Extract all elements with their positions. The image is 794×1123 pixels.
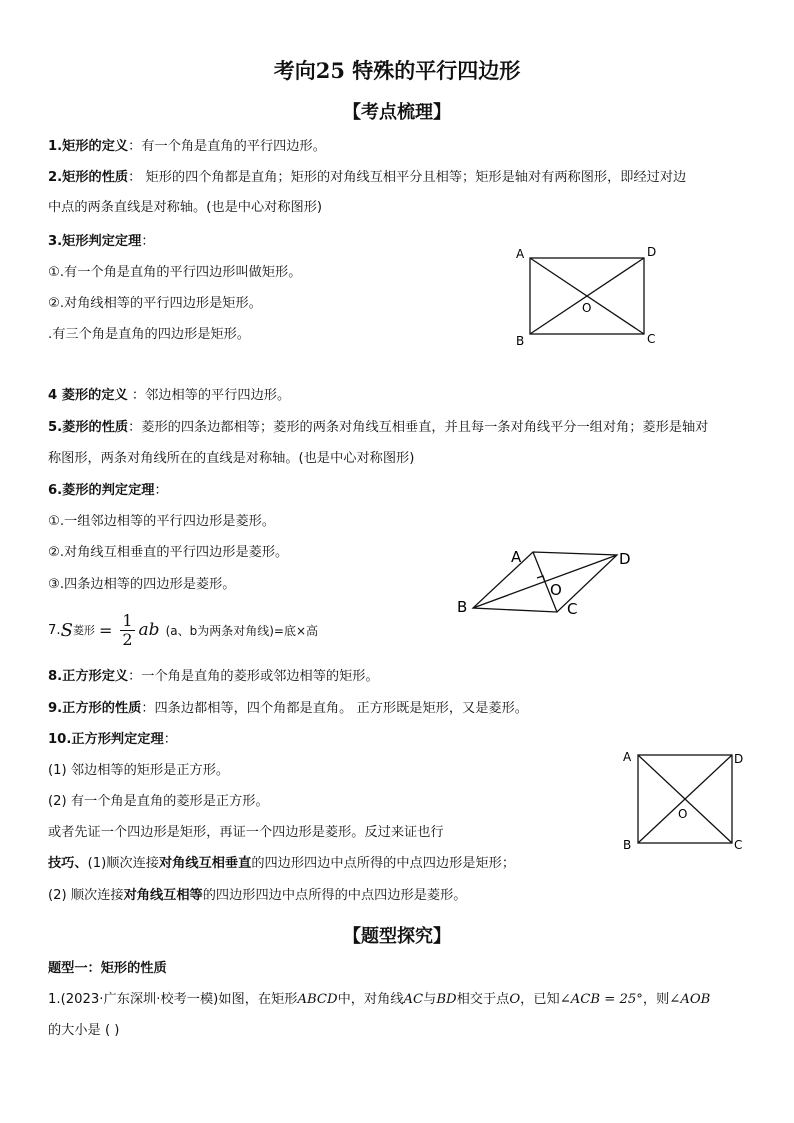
- rect-label-d: D: [647, 245, 657, 259]
- item-10: [48, 730, 177, 750]
- tip-1-a: (1)顺次连接: [87, 856, 159, 871]
- rect-label-b: B: [516, 334, 525, 348]
- item-10-label: 10.正方形判定定理: [48, 732, 164, 747]
- rhombus-label-o: O: [550, 581, 562, 599]
- item-2: [48, 168, 686, 188]
- formula-numerator: 1: [122, 610, 133, 630]
- square-label-b: B: [623, 838, 632, 852]
- rect-label-a: A: [516, 247, 525, 261]
- item-3-2: ②.对角线相等的平行四边形是矩形。: [48, 296, 262, 311]
- item-3-3: .有三个角是直角的四边形是矩形。: [48, 327, 251, 342]
- formula-sub: 菱形: [72, 624, 95, 637]
- item-9-label: 9.正方形的性质: [48, 701, 142, 716]
- formula-s: S: [60, 619, 73, 641]
- q1-bd: BD: [436, 992, 457, 1007]
- formula-note: (a、b为两条对角线)=底×高: [165, 623, 319, 638]
- tip-1: [48, 854, 515, 874]
- item-10-text: ：: [163, 732, 177, 747]
- formula-ab: ab: [138, 620, 160, 640]
- q1-f: ，则: [642, 992, 670, 1007]
- tip-2-b: 对角线互相等: [123, 888, 203, 903]
- q1-aob: ∠AOB: [669, 992, 711, 1007]
- item-4-text: ：邻边相等的平行四边形。: [127, 388, 291, 403]
- type-1-heading: 题型一：矩形的性质: [48, 961, 167, 976]
- rect-label-c: C: [647, 332, 656, 346]
- square-label-a: A: [623, 750, 632, 764]
- item-8-label: 8.正方形定义: [48, 669, 129, 684]
- q1-b: 中，对角线: [337, 992, 404, 1007]
- square-label-o: O: [678, 807, 688, 821]
- section-heading-explore: 【题型探究】: [343, 926, 451, 947]
- item-3-text: ：: [141, 234, 155, 249]
- square-label-c: C: [734, 838, 743, 852]
- item-5-text: ：菱形的四条边都相等；菱形的两条对角线互相垂直，并且每一条对角线平分一组对角；菱形是轴对: [128, 420, 709, 435]
- item-1: [48, 137, 326, 157]
- item-4: [48, 386, 290, 406]
- q1-c: 与: [423, 992, 437, 1007]
- formula-equals: =: [98, 620, 113, 640]
- item-3: [48, 232, 155, 252]
- item-9-text: ：四条边都相等，四个角都是直角。 正方形既是矩形，又是菱形。: [141, 701, 528, 716]
- q1-d: 相交于点: [456, 992, 510, 1007]
- square-figure: [620, 745, 750, 859]
- rhombus-label-c: C: [567, 600, 578, 618]
- item-4-label: 4 菱形的定义: [48, 388, 128, 403]
- tip-2-c: 的四边形四边中点所得的中点四边形是菱形。: [202, 888, 467, 903]
- question-1-cont: 的大小是 ( ): [48, 1023, 120, 1038]
- rectangle-figure: [510, 240, 670, 354]
- item-6: [48, 481, 168, 501]
- tip-label: 技巧、: [48, 856, 88, 871]
- rhombus-label-d: D: [619, 550, 631, 568]
- formula-fraction: [120, 612, 134, 649]
- item-10-1: (1) 邻边相等的矩形是正方形。: [48, 763, 230, 778]
- item-5-cont: 称图形，两条对角线所在的直线是对称轴。(也是中心对称图形): [48, 451, 415, 466]
- question-1: [48, 990, 710, 1010]
- item-5: [48, 418, 708, 438]
- item-9: [48, 699, 528, 719]
- q1-ac: AC: [403, 992, 424, 1007]
- formula-prefix: 7.: [48, 622, 61, 638]
- item-3-1: ①.有一个角是直角的平行四边形叫做矩形。: [48, 265, 302, 280]
- q1-o: O: [509, 992, 521, 1007]
- rect-label-o: O: [582, 301, 592, 315]
- item-6-1: ①.一组邻边相等的平行四边形是菱形。: [48, 514, 276, 529]
- rhombus-label-b: B: [457, 598, 468, 616]
- rhombus-figure: [455, 540, 645, 624]
- rhombus-label-a: A: [511, 548, 522, 566]
- square-label-d: D: [734, 752, 744, 766]
- item-10-2: (2) 有一个角是直角的菱形是正方形。: [48, 794, 269, 809]
- item-3-label: 3.矩形判定定理: [48, 234, 142, 249]
- tip-1-c: 的四边形四边中点所得的中点四边形是矩形；: [251, 856, 516, 871]
- tip-2-a: (2) 顺次连接: [48, 888, 124, 903]
- rhombus-area-formula: [48, 608, 318, 652]
- item-6-label: 6.菱形的判定定理: [48, 483, 155, 498]
- item-2-cont: 中点的两条直线是对称轴。(也是中心对称图形): [48, 200, 323, 215]
- tip-1-b: 对角线互相垂直: [159, 856, 252, 871]
- item-6-3: ③.四条边相等的四边形是菱形。: [48, 577, 236, 592]
- item-6-2: ②.对角线互相垂直的平行四边形是菱形。: [48, 545, 289, 560]
- item-5-label: 5.菱形的性质: [48, 420, 129, 435]
- item-6-text: ：: [154, 483, 168, 498]
- item-8-text: ：一个角是直角的菱形或邻边相等的矩形。: [128, 669, 379, 684]
- item-1-label: 1.矩形的定义: [48, 139, 129, 154]
- item-2-label: 2.矩形的性质: [48, 170, 129, 185]
- item-2-text: ： 矩形的四个角都是直角；矩形的对角线互相平分且相等；矩形是轴对有两称图形，即经过对边: [128, 170, 687, 185]
- q1-abcd: ABCD: [297, 992, 338, 1007]
- item-10-3: 或者先证一个四边形是矩形，再证一个四边形是菱形。反过来证也行: [48, 825, 444, 840]
- tip-2: [48, 886, 467, 906]
- q1-a: 1.(2023·广东深圳·校考一模)如图，在矩形: [48, 992, 298, 1007]
- q1-e: ，已知: [520, 992, 560, 1007]
- q1-angle: ∠ACB = 25°: [559, 992, 643, 1007]
- formula-denominator: 2: [122, 629, 133, 649]
- section-heading-review: 【考点梳理】: [343, 102, 451, 123]
- page-title: 考向25 特殊的平行四边形: [273, 58, 521, 83]
- item-1-text: ：有一个角是直角的平行四边形。: [128, 139, 326, 154]
- item-8: [48, 667, 379, 687]
